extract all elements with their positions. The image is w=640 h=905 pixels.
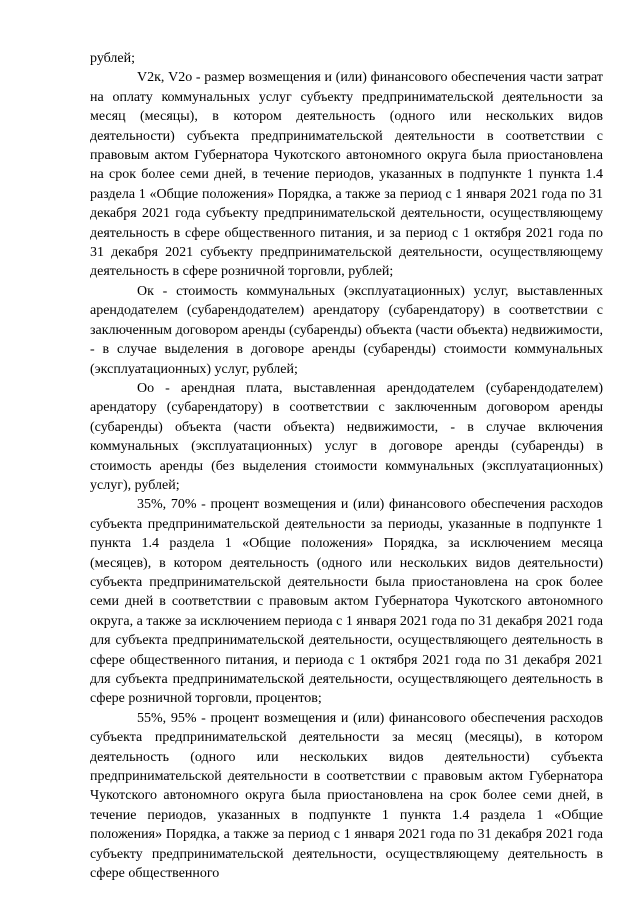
paragraph-ok-definition: Ок - стоимость коммунальных (эксплуатационных) услуг, выставленных арендодателем (субарендодателем) арендатору (субарендатору) в соответствии с заключенным договором аренды (субаренды) объекта (части объекта) недвижимости, - в случае выделения в договоре аренды (субаренды) стоимости коммунальных (эксплуатационных) услуг, рублей; [90, 283, 603, 377]
paragraph-55-95-percent: 55%, 95% - процент возмещения и (или) финансового обеспечения расходов субъекта предпринимательской деятельности за месяц (месяцы), в котором деятельность (одного или нескольких видов деятельности) субъекта предпринимательской деятельности в соответствии с правовым актом Губернатора Чукотского автономного округа была приостановлена на срок более семи дней, в течение периодов, указанных в подпункте 1 пункта 1.4 раздела 1 «Общие положения» Порядка, а также за период с 1 января 2021 года по 31 декабря 2021 года субъекту предпринимательской деятельности, осуществляющему деятельность в сфере общественного [90, 710, 603, 882]
paragraph-oo-definition: Оо - арендная плата, выставленная арендодателем (субарендодателем) арендатору (субарендатору) в соответствии с заключенным договором аренды (субаренды) объекта (части объекта) недвижимости, - в случае включения коммунальных (эксплуатационных) услуг в договоре аренды (субаренды) в стоимость аренды (без выделения стоимости коммунальных (эксплуатационных) услуг), рублей; [90, 380, 603, 493]
paragraph-v2k-v2o-definition: V2к, V2о - размер возмещения и (или) финансового обеспечения части затрат на оплату коммунальных услуг субъекту предпринимательской деятельности за месяц (месяцы), в котором деятельность (одного или нескольких видов деятельности) субъекта предпринимательской деятельности в соответствии с правовым актом Губернатора Чукотского автономного округа была приостановлена на срок более семи дней, в течение периодов, указанных в подпункте 1 пункта 1.4 раздела 1 «Общие положения» Порядка, а также за период с 1 января 2021 года по 31 декабря 2021 года субъекту предпринимательской деятельности, осуществляющему деятельность в сфере общественного питания, и за период с 1 октября 2021 года по 31 декабря 2021 субъекту предпринимательской деятельности, осуществляющему деятельность в сфере розничной торговли, рублей; [90, 70, 603, 280]
paragraph-35-70-percent: 35%, 70% - процент возмещения и (или) финансового обеспечения расходов субъекта предпринимательской деятельности за периоды, указанные в подпункте 1 пункта 1.4 раздела 1 «Общие положения» Порядка, за исключением месяца (месяцев), в котором деятельность (одного или нескольких видов деятельности) субъекта предпринимательской деятельности была приостановлена на срок более семи дней в соответствии с правовым актом Губернатора Чукотского автономного округа, а также за исключением периода с 1 января 2021 года по 31 декабря 2021 года для субъекта предпринимательской деятельности, осуществляющего деятельность в сфере общественного питания, и периода с 1 октября 2021 года по 31 декабря 2021 для субъекта предпринимательской деятельности, осуществляющего деятельность в сфере розничной торговли, процентов; [90, 497, 603, 707]
document-page [90, 49, 603, 883]
paragraph-rubles-tail: рублей; [90, 51, 135, 66]
